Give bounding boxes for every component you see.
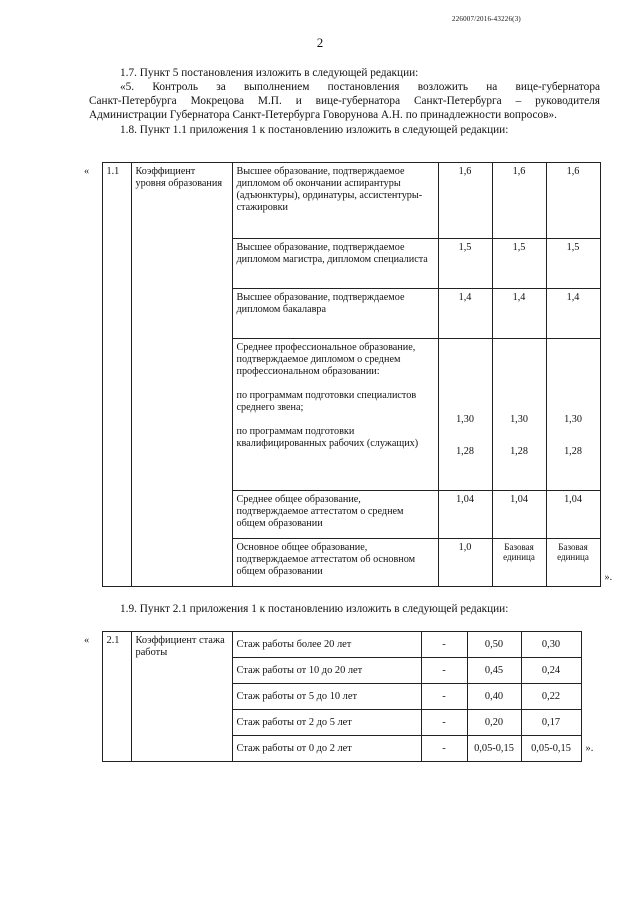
section-1-7-heading: 1.7. Пункт 5 постановления изложить в следующей редакции: bbox=[120, 67, 419, 79]
table2-row-value: 0,17 bbox=[521, 710, 581, 736]
section-1-8-heading: 1.8. Пункт 1.1 приложения 1 к постановлению изложить в следующей редакции: bbox=[120, 124, 509, 136]
table2-row-value: 0,22 bbox=[521, 684, 581, 710]
table2-row-value: 0,05-0,15 bbox=[521, 736, 581, 762]
table1-close-quote: ». bbox=[604, 571, 613, 583]
table2-open-quote: « bbox=[84, 634, 90, 646]
table1-row-value: Базовая единица bbox=[492, 539, 546, 587]
section-1-7-line2: Санкт-Петербурга Мокрецова М.П. и вице-губернатора Санкт-Петербурга – руководителя bbox=[89, 95, 600, 107]
table2-row-value: - bbox=[421, 684, 467, 710]
table1-item-name: Коэффициент уровня образования bbox=[131, 163, 232, 587]
table1-row-text: Высшее образование, подтверждаемое дипломом бакалавра bbox=[232, 289, 438, 339]
table2-row-value: 0,05-0,15 bbox=[467, 736, 521, 762]
table1-row-value: 1,6 bbox=[546, 163, 600, 239]
table1-row-value: 1,04 bbox=[438, 491, 492, 539]
table1-row-value: 1,5 bbox=[492, 239, 546, 289]
table1-row-value: 1,0 bbox=[438, 539, 492, 587]
table1-row-text: Высшее образование, подтверждаемое дипломом об окончании аспирантуры (адъюнктуры), ординатуры, ассистентуры-стажировки bbox=[232, 163, 438, 239]
page-number: 2 bbox=[316, 35, 324, 50]
table2-row-value: 0,45 bbox=[467, 658, 521, 684]
table2-row-value: - bbox=[421, 710, 467, 736]
table1-row-value: 1,4 bbox=[438, 289, 492, 339]
table1-row-value: Базовая единица bbox=[546, 539, 600, 587]
table2-row-value: - bbox=[421, 658, 467, 684]
table1-row-value: 1,5 bbox=[546, 239, 600, 289]
table1-sub1-value: 1,30 bbox=[510, 414, 528, 425]
section-1-7-line3: Администрации Губернатора Санкт-Петербурга Говорунова А.Н. по принадлежности вопросов». bbox=[89, 109, 558, 121]
table1-sub2-value: 1,28 bbox=[564, 446, 582, 457]
experience-coefficient-table bbox=[80, 631, 603, 762]
table1-sub2-value: 1,28 bbox=[510, 446, 528, 457]
table1-sub1-value: 1,30 bbox=[456, 414, 474, 425]
table1-open-quote: « bbox=[84, 165, 90, 177]
section-1-7-line1: «5. Контроль за выполнением постановления возложить на вице-губернатора bbox=[120, 81, 600, 93]
table2-row-value: - bbox=[421, 736, 467, 762]
table1-row-value: 1,4 bbox=[492, 289, 546, 339]
table1-secondary-prof-text: Среднее профессиональное образование, подтверждаемое дипломом о среднем профессиональном образовании: bbox=[236, 342, 416, 377]
table1-row-value: 1,4 bbox=[546, 289, 600, 339]
table2-row-value: 0,20 bbox=[467, 710, 521, 736]
table2-row-value: 0,24 bbox=[521, 658, 581, 684]
table1-row-text: Основное общее образование, подтверждаемое аттестатом об основном общем образовании bbox=[232, 539, 438, 587]
table2-row-value: 0,50 bbox=[467, 632, 521, 658]
table2-row-value: 0,30 bbox=[521, 632, 581, 658]
table1-row-value: 1,6 bbox=[492, 163, 546, 239]
document-number: 226007/2016-43226(3) bbox=[452, 15, 521, 23]
table2-item-number: 2.1 bbox=[102, 632, 131, 762]
education-coefficient-table bbox=[80, 162, 622, 587]
section-1-9-heading: 1.9. Пункт 2.1 приложения 1 к постановлению изложить в следующей редакции: bbox=[120, 603, 509, 615]
table1-row-value: 1,6 bbox=[438, 163, 492, 239]
table1-sub2-text: по программам подготовки квалифицированных рабочих (служащих) bbox=[236, 426, 419, 449]
table2-row-text: Стаж работы от 0 до 2 лет bbox=[232, 736, 421, 762]
table1-row-values bbox=[492, 339, 546, 491]
table1-sub2-value: 1,28 bbox=[456, 446, 474, 457]
table1-row-value: 1,5 bbox=[438, 239, 492, 289]
table1-item-number: 1.1 bbox=[102, 163, 131, 587]
table2-row-text: Стаж работы от 2 до 5 лет bbox=[232, 710, 421, 736]
table1-row-values bbox=[546, 339, 600, 491]
table1-sub1-text: по программам подготовки специалистов среднего звена; bbox=[236, 390, 417, 413]
table1-sub1-value: 1,30 bbox=[564, 414, 582, 425]
table1-row-text bbox=[232, 339, 438, 491]
table2-item-name: Коэффициент стажа работы bbox=[131, 632, 232, 762]
table1-row-values bbox=[438, 339, 492, 491]
table1-row-text: Высшее образование, подтверждаемое дипломом магистра, дипломом специалиста bbox=[232, 239, 438, 289]
table2-row-text: Стаж работы от 5 до 10 лет bbox=[232, 684, 421, 710]
table2-row-text: Стаж работы от 10 до 20 лет bbox=[232, 658, 421, 684]
table1-row-value: 1,04 bbox=[492, 491, 546, 539]
table1-row-text: Среднее общее образование, подтверждаемое аттестатом о среднем общем образовании bbox=[232, 491, 438, 539]
table2-row-value: 0,40 bbox=[467, 684, 521, 710]
table1-row-value: 1,04 bbox=[546, 491, 600, 539]
table2-row-value: - bbox=[421, 632, 467, 658]
table2-close-quote: ». bbox=[585, 742, 594, 754]
table2-row-text: Стаж работы более 20 лет bbox=[232, 632, 421, 658]
